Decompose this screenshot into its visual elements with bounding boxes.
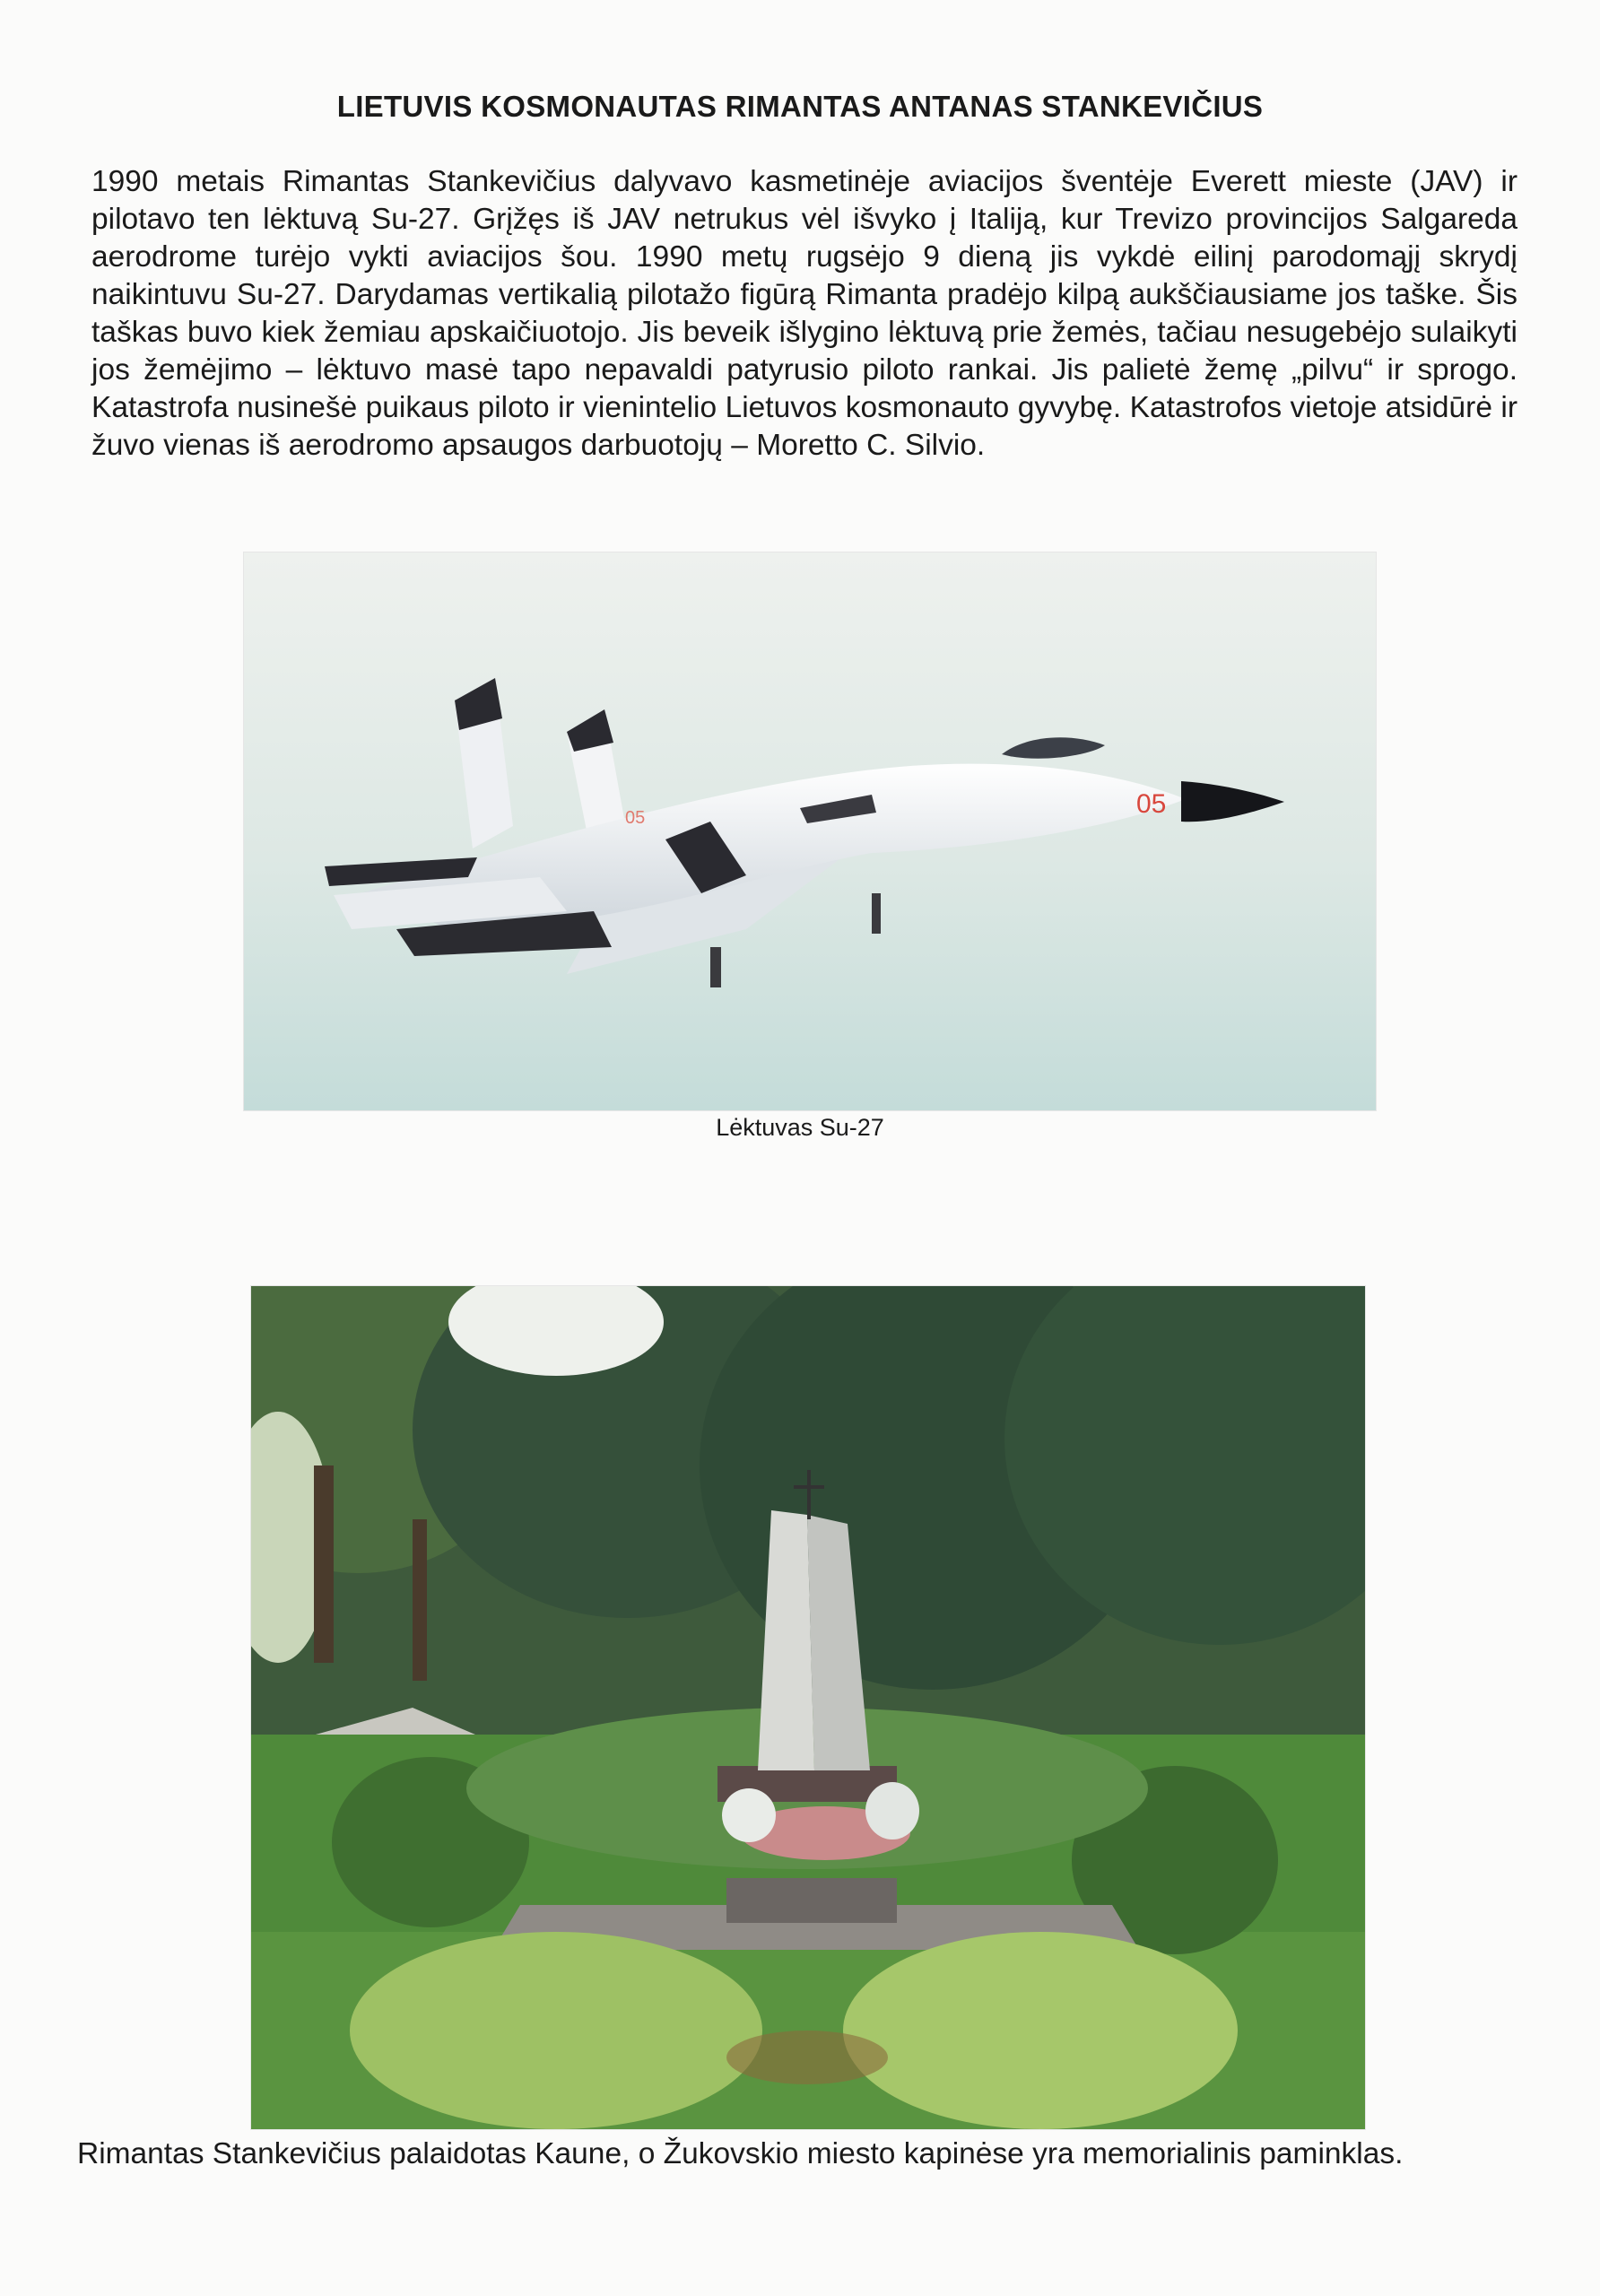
intro-paragraph: 1990 metais Rimantas Stankevičius dalyvavo kasmetinėje aviacijos šventėje Everett mieste (JAV) ir pilotavo ten lėktuvą Su-27. Grįžęs iš JAV netrukus vėl išvyko į Italiją, kur Trevizo provincijos Salgareda aerodrome turėjo vykti aviacijos šou. 1990 metų rugsėjo 9 dieną jis vykdė eilinį parodomąjį skrydį naikintuvu Su-27. Darydamas vertikalią pilotažo figūrą Rimanta pradėjo kilpą aukščiausiame jos taške. Šis taškas buvo kiek žemiau apskaičiuotojo. Jis beveik išlygino lėktuvą prie žemės, tačiau nesugebėjo sulaikyti jos žemėjimo – lėktuvo masė tapo nepavaldi patyrusio piloto rankai. Jis palietė žemę „pilvu“ ir sprogo. Katastrofa nusinešė puikaus piloto ir vienintelio Lietuvos kosmonauto gyvybę. Katastrofos vietoje atsidūrė ir žuvo vienas iš aerodromo apsaugos darbuotojų – Moretto C. Silvio. bbox=[91, 165, 1517, 462]
jet-photo bbox=[244, 552, 1376, 1110]
jet-caption: Lėktuvas Su-27 bbox=[716, 1114, 884, 1141]
jet-fin-number: 05 bbox=[625, 808, 646, 828]
page-title: LIETUVIS KOSMONAUTAS RIMANTAS ANTANAS STANKEVIČIUS bbox=[336, 90, 1264, 123]
jet-tail-number: 05 bbox=[1136, 789, 1167, 819]
memorial-photo bbox=[251, 1286, 1365, 2129]
memorial-caption: Rimantas Stankevičius palaidotas Kaune, o Žukovskio miesto kapinėse yra memorialinis paminklas. bbox=[77, 2137, 1404, 2170]
